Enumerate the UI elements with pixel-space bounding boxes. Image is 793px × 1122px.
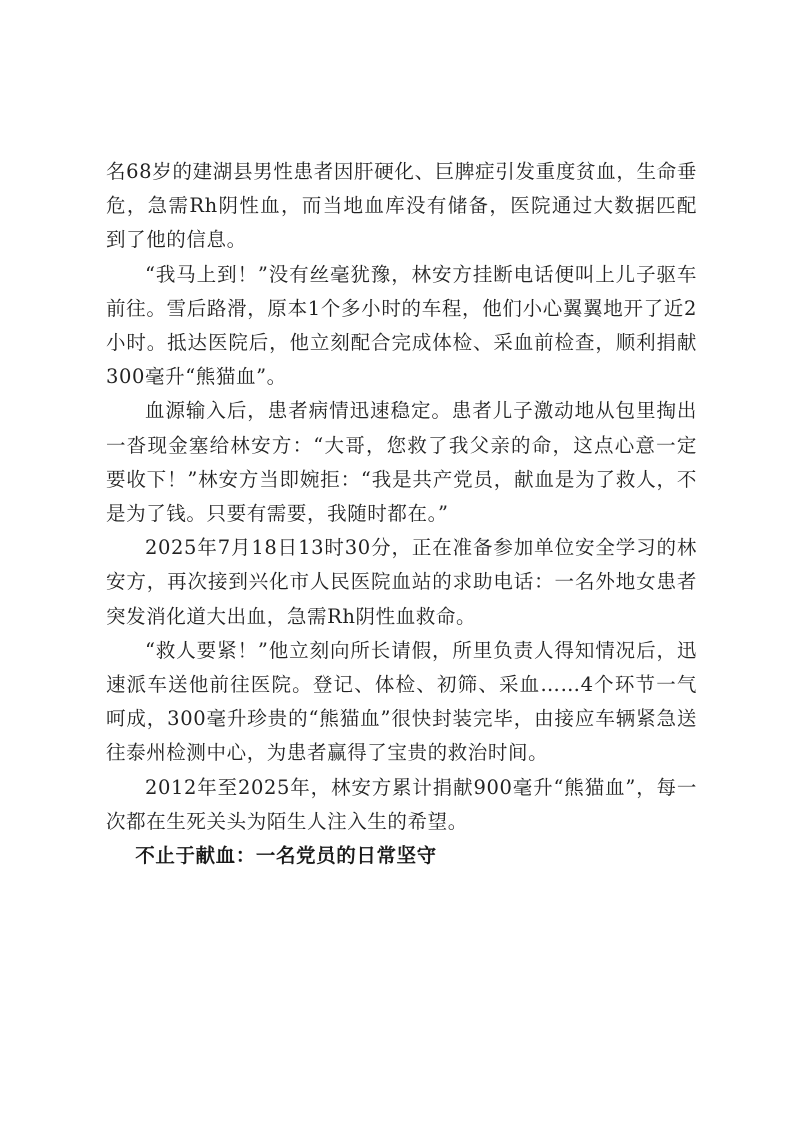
paragraph-second-call: 2025年7月18日13时30分，正在准备参加单位安全学习的林安方，再次接到兴化市人民医院血站的求助电话：一名外地女患者突发消化道大出血，急需Rh阴性血救命。 — [106, 536, 697, 628]
paragraph-patient-request: 名68岁的建湖县男性患者因肝硬化、巨脾症引发重度贫血，生命垂危，急需Rh阴性血，而当地血库没有储备，医院通过大数据匹配到了他的信息。 — [106, 160, 697, 252]
paragraph-refused-money: 血源输入后，患者病情迅速稳定。患者儿子激动地从包里掏出一沓现金塞给林安方：“大哥，您救了我父亲的命，这点心意一定要收下！”林安方当即婉拒：“我是共产党员，献血是为了救人，不是为了钱。只要有需要，我随时都在。” — [106, 399, 697, 526]
section-heading: 不止于献血：一名党员的日常坚守 — [135, 844, 437, 868]
paragraph-second-donation: “救人要紧！”他立刻向所长请假，所里负责人得知情况后，迅速派车送他前往医院。登记、体检、初筛、采血……4个环节一气呵成，300毫升珍贵的“熊猫血”很快封装完毕，由接应车辆紧急送往泰州检测中心，为患者赢得了宝贵的救治时间。 — [106, 638, 697, 765]
paragraph-total-donation: 2012年至2025年，林安方累计捐献900毫升“熊猫血”，每一次都在生死关头为陌生人注入生的希望。 — [106, 775, 697, 833]
paragraph-immediate-response: “我马上到！”没有丝毫犹豫，林安方挂断电话便叫上儿子驱车前往。雪后路滑，原本1个多小时的车程，他们小心翼翼地开了近2小时。抵达医院后，他立刻配合完成体检、采血前检查，顺利捐献300毫升“熊猫血”。 — [106, 262, 697, 389]
